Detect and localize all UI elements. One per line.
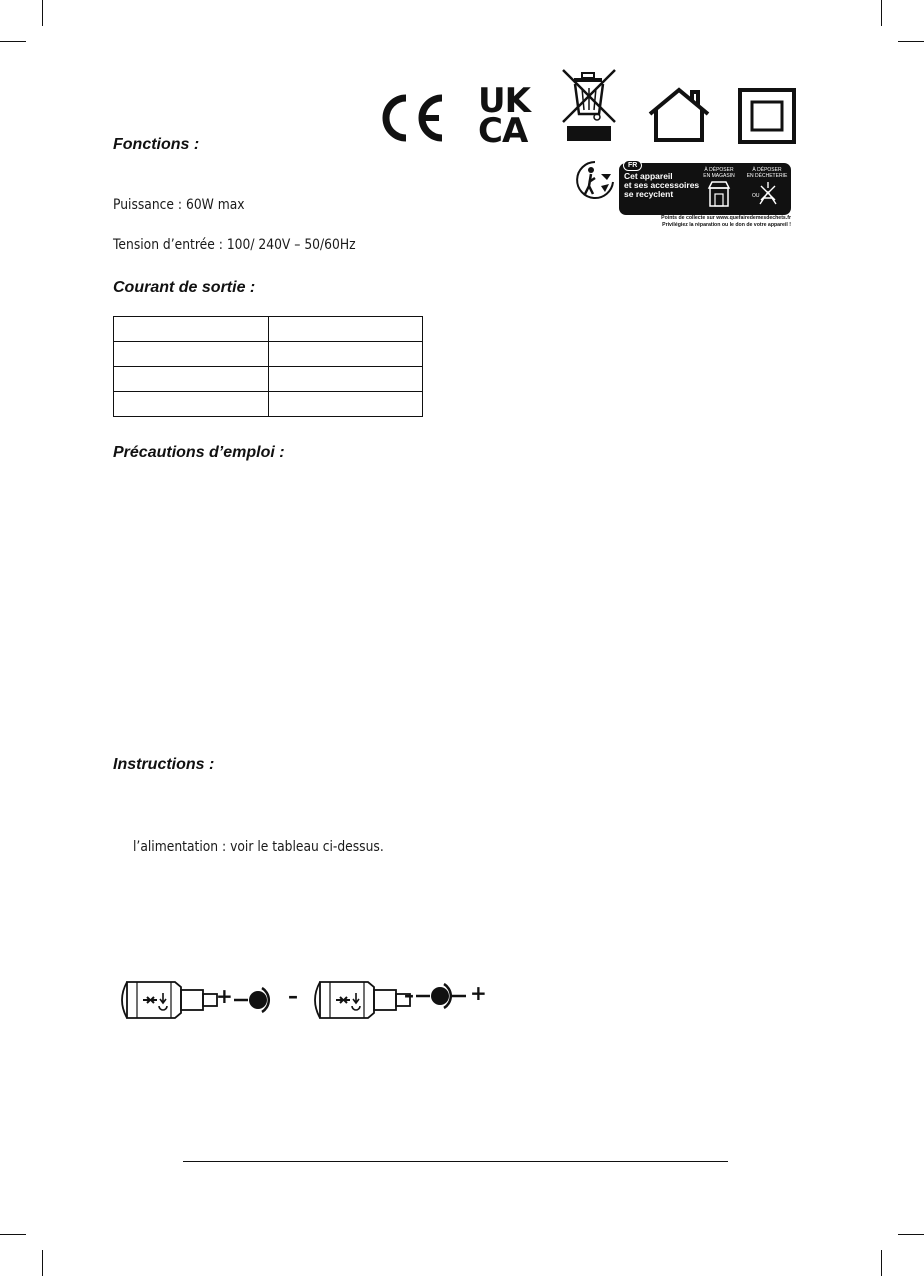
polarity-connector-icon xyxy=(414,980,474,1012)
ce-mark-icon xyxy=(376,92,448,144)
power-spec: Puissance : 60W max xyxy=(113,197,245,213)
store-label: À DÉPOSER EN MAGASIN xyxy=(703,167,735,179)
or-label: OU xyxy=(752,193,760,199)
country-code: FR xyxy=(623,160,642,171)
triman-icon xyxy=(575,160,617,200)
first-plug-polarity: + xyxy=(216,984,233,1008)
ukca-bottom: CA xyxy=(478,111,528,151)
input-voltage-spec: Tension d’entrée : 100/ 240V – 50/60Hz xyxy=(113,237,356,253)
recycling-footer-line-2: Privilégiez la réparation ou le don de votre appareil ! xyxy=(662,221,791,228)
recycling-main-text: Cet appareil et ses accessoires se recyclent xyxy=(624,171,700,199)
second-connector-polarity: + xyxy=(470,981,487,1005)
table-cell xyxy=(268,342,423,367)
recycling-info-badge xyxy=(619,163,791,215)
polarity-plug-icon xyxy=(306,978,413,1022)
precautions-heading: Précautions d’emploi : xyxy=(113,444,285,461)
functions-heading: Fonctions : xyxy=(113,136,200,153)
instructions-heading: Instructions : xyxy=(113,756,215,773)
waste-center-icon xyxy=(757,180,779,206)
recycling-footer-line-1: Points de collecte sur www.quefairedemesdechets.fr xyxy=(661,215,791,221)
polarity-connector-icon xyxy=(232,984,292,1016)
output-current-table xyxy=(113,316,423,417)
table-cell xyxy=(268,367,423,392)
table-row xyxy=(114,317,423,342)
table-cell xyxy=(268,392,423,417)
indoor-use-house-icon xyxy=(646,86,712,144)
ukca-top: UK xyxy=(478,81,530,121)
table-cell xyxy=(114,392,269,417)
table-row xyxy=(114,392,423,417)
shop-icon xyxy=(707,180,731,208)
dump-label: À DÉPOSER EN DÉCHETERIE xyxy=(746,167,788,179)
ukca-mark xyxy=(478,81,534,151)
footer-rule xyxy=(183,1161,728,1162)
recycling-footer xyxy=(619,215,791,228)
output-current-heading: Courant de sortie : xyxy=(113,279,256,296)
table-cell xyxy=(114,367,269,392)
second-plug-polarity: – xyxy=(404,983,414,1007)
table-row xyxy=(114,367,423,392)
polarity-plug-icon xyxy=(113,978,220,1022)
table-cell xyxy=(114,317,269,342)
table-cell xyxy=(114,342,269,367)
crossed-bin-icon xyxy=(560,68,618,144)
table-row xyxy=(114,342,423,367)
table-cell xyxy=(268,317,423,342)
first-connector-polarity: – xyxy=(288,984,298,1008)
double-insulation-icon xyxy=(738,88,796,144)
instructions-line: l’alimentation : voir le tableau ci-dessus. xyxy=(133,839,384,855)
